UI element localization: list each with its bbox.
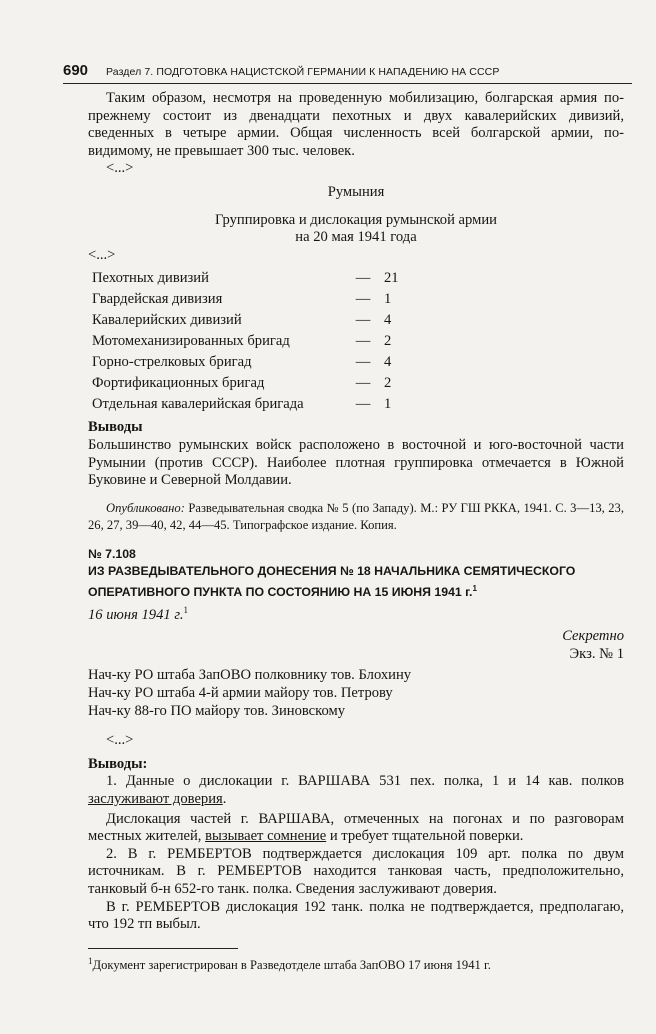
copy-number: Экз. № 1 xyxy=(569,645,624,662)
ellipsis: <...> xyxy=(106,732,134,749)
page-content xyxy=(88,90,624,975)
conclusion-paragraph-4: В г. РЕМБЕРТОВ дислокация 192 танк. полка не подтверждается, предполагаю, что 192 тп выбыл. xyxy=(88,898,624,933)
ellipsis: <...> xyxy=(106,160,134,177)
unit-count: 4 xyxy=(384,353,392,370)
unit-count: 2 xyxy=(384,332,392,349)
date-text: 16 июня 1941 г. xyxy=(88,606,184,623)
header-title: Раздел 7. ПОДГОТОВКА НАЦИСТСКОЙ ГЕРМАНИИ К НАПАДЕНИЮ НА СССР xyxy=(106,66,500,78)
dash: — xyxy=(355,353,371,370)
dash: — xyxy=(355,374,371,391)
document-title-text: ИЗ РАЗВЕДЫВАТЕЛЬНОГО ДОНЕСЕНИЯ № 18 НАЧАЛЬНИКА СЕМЯТИЧЕСКОГО ОПЕРАТИВНОГО ПУНКТА ПО СОСТОЯНИЮ НА 15 ИЮНЯ 1941 г. xyxy=(88,563,576,599)
section-heading: Румыния xyxy=(327,183,385,200)
underlined-text: заслуживают доверия xyxy=(88,791,223,808)
text: и требует тщательной поверки. xyxy=(329,828,524,845)
unit-name: Пехотных дивизий xyxy=(92,269,209,286)
unit-name: Гвардейская дивизия xyxy=(92,290,223,307)
page-number: 690 xyxy=(63,62,89,79)
list-item xyxy=(92,392,624,413)
underlined-text: вызывает сомнение xyxy=(205,828,327,845)
footnote-ref[interactable]: 1 xyxy=(472,583,477,593)
publication-note xyxy=(88,500,624,534)
conclusions-text: Большинство румынских войск расположено в восточной и юго-восточной части Румынии (против СССР). Наиболее плотная группировка отмечается в Южной Буковине и Северной Молдавии. xyxy=(88,436,624,489)
document-date xyxy=(88,602,624,624)
addressee: Нач-ку РО штаба ЗапОВО полковнику тов. Блохину xyxy=(88,667,412,684)
text: 1. Данные о дислокации г. ВАРШАВА 531 пех. полка, 1 и 14 кав. полков xyxy=(106,773,624,790)
unit-name: Отдельная кавалерийская бригада xyxy=(92,395,304,412)
secrecy-mark: Секретно xyxy=(562,628,624,645)
unit-count: 1 xyxy=(384,395,392,412)
conclusion-paragraph-1 xyxy=(88,773,624,808)
list-item xyxy=(92,350,624,371)
dash: — xyxy=(355,290,371,307)
doc-conclusions-title: Выводы: xyxy=(88,755,148,772)
unit-count: 4 xyxy=(384,311,392,328)
footnote-mark: 1 xyxy=(88,955,93,966)
conclusions-title: Выводы xyxy=(88,419,143,436)
conclusion-paragraph-2 xyxy=(88,811,624,846)
dash: — xyxy=(355,332,371,349)
list-item xyxy=(92,287,624,308)
list-item xyxy=(92,329,624,350)
list-item xyxy=(92,266,624,287)
unit-name: Горно-стрелковых бригад xyxy=(92,353,252,370)
unit-count: 1 xyxy=(384,290,392,307)
table-heading-line-2: на 20 мая 1941 года xyxy=(295,229,417,246)
footnote-ref[interactable]: 1 xyxy=(183,604,188,615)
document-title xyxy=(88,563,624,601)
text: Дислокация частей г. ВАРШАВА, отмеченных на погонах и по разговорам местных жителей, xyxy=(88,810,624,845)
unit-name: Мотомеханизированных бригад xyxy=(92,332,290,349)
text: . xyxy=(222,791,227,808)
ellipsis: <...> xyxy=(88,246,116,263)
footnote-text: Документ зарегистрирован в Разведотделе штаба ЗапОВО 17 июня 1941 г. xyxy=(92,957,491,972)
document-number: № 7.108 xyxy=(88,546,136,561)
dash: — xyxy=(355,269,371,286)
list-item xyxy=(92,308,624,329)
addressee: Нач-ку 88-го ПО майору тов. Зиновскому xyxy=(88,702,346,719)
footnote xyxy=(88,953,624,975)
intro-paragraph: Таким образом, несмотря на проведенную мобилизацию, болгарская армия по-прежнему состоит из двенадцати пехотных и двух кавалерийских дивизий, сведенных в четыре армии. Общая численность всей болгарской армии, по-видимому, не превышает 300 тыс. человек. xyxy=(88,90,624,159)
addressee: Нач-ку РО штаба 4-й армии майору тов. Петрову xyxy=(88,685,393,702)
footnote-separator xyxy=(88,948,238,949)
addressees xyxy=(88,667,624,720)
forces-list xyxy=(92,266,624,413)
unit-count: 2 xyxy=(384,374,392,391)
unit-count: 21 xyxy=(384,269,399,286)
dash: — xyxy=(355,311,371,328)
running-header xyxy=(63,62,632,84)
published-source: Разведывательная сводка № 5 (по Западу). М.: РУ ГШ РККА, 1941. С. 3—13, 23, 26, 27, 39—40, 42, 44—45. Типографское издание. Копия. xyxy=(88,500,624,532)
list-item xyxy=(92,371,624,392)
unit-name: Фортификационных бригад xyxy=(92,374,265,391)
published-label: Опубликовано: xyxy=(106,500,185,515)
conclusion-paragraph-3: 2. В г. РЕМБЕРТОВ подтверждается дислокация 109 арт. полка по двум источникам. В г. РЕМБЕРТОВ находится танковая часть, предположительно, танковый б-н 652-го танк. полка. Сведения заслуживают доверия. xyxy=(88,845,624,897)
table-heading-line-1: Группировка и дислокация румынской армии xyxy=(215,211,497,228)
unit-name: Кавалерийских дивизий xyxy=(92,311,242,328)
dash: — xyxy=(355,395,371,412)
